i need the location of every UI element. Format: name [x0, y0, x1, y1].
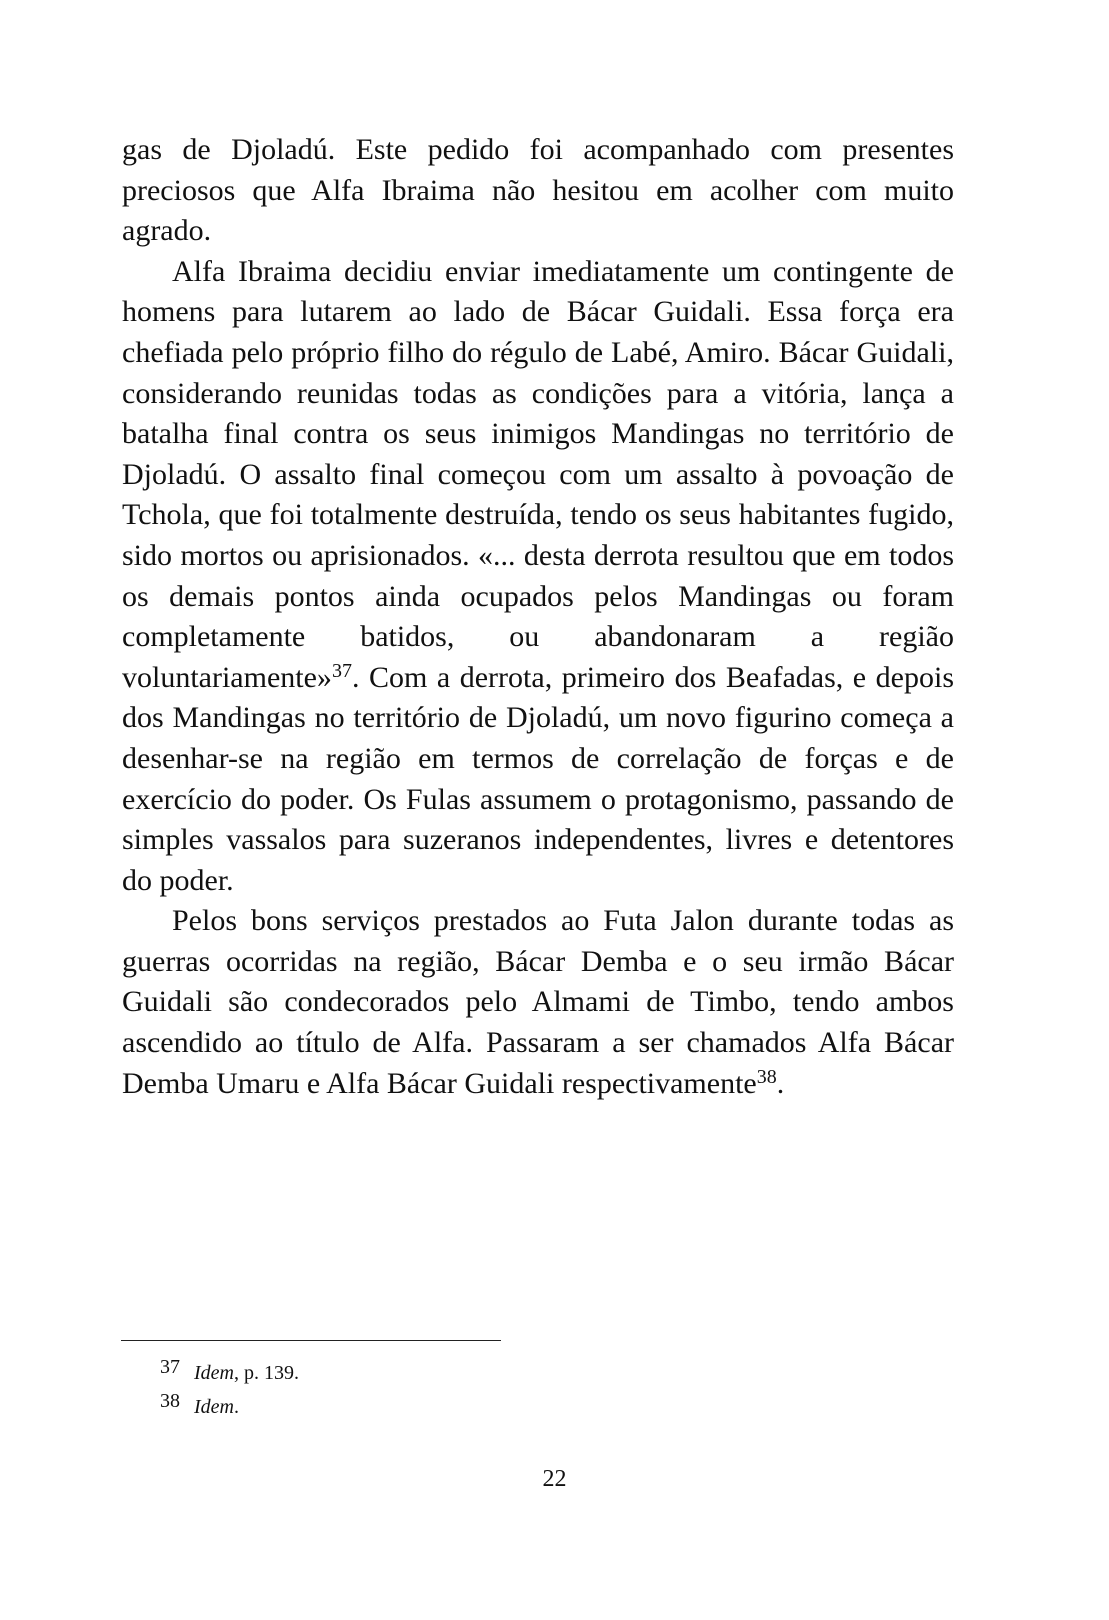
footnote-ref-37: 37 [331, 659, 352, 682]
footnote-source: Idem [194, 1396, 234, 1418]
paragraph-3-end: . [776, 1066, 785, 1100]
body-text [122, 130, 954, 1104]
footnote-38 [160, 1390, 299, 1424]
paragraph-3 [122, 901, 954, 1104]
paragraph-3-text: Pelos bons serviços prestados ao Futa Jalon durante todas as guerras ocorridas na região, Bácar Demba e o seu irmão Bácar Guidali são condecorados pelo Almami de Timbo, tendo ambos ascendido ao título de Alfa. Passaram a ser chamados Alfa Bácar Demba Umaru e Alfa Bácar Guidali respectivamente [122, 904, 954, 1100]
page-number: 22 [542, 1466, 567, 1492]
paragraph-2-text: Alfa Ibraima decidiu enviar imediatamente um contingente de homens para lutarem ao lado de Bácar Guidali. Essa força era chefiada pelo próprio filho do régulo de Labé, Amiro. Bácar Guidali, considerando reunidas todas as condições para a vitória, lança a batalha final contra os seus inimigos Mandingas no território de Djoladú. O assalto final começou com um assalto à povoação de Tchola, que foi totalmente destruída, tendo os seus habitantes fugido, sido mortos ou aprisionados. «... desta derrota resultou que em todos os demais pontos ainda ocupados pelos Mandingas ou foram completamente batidos, ou abandonaram a região voluntariamente» [122, 254, 954, 694]
footnotes [160, 1356, 299, 1424]
footnote-ref-38: 38 [756, 1065, 777, 1088]
footnote-detail: . [233, 1396, 239, 1418]
paragraph-1-text: gas de Djoladú. Este pedido foi acompanhado com presentes preciosos que Alfa Ibraima não hesitou em acolher com muito agrado. [122, 133, 954, 248]
footnote-separator [121, 1340, 501, 1341]
paragraph-1 [122, 130, 954, 252]
footnote-source: Idem [194, 1362, 234, 1384]
footnote-number: 37 [160, 1356, 180, 1378]
paragraph-2 [122, 252, 954, 902]
paragraph-2-text-continued: . Com a derrota, primeiro dos Beafadas, e depois dos Mandingas no território de Djoladú, um novo figurino começa a desenhar-se na região em termos de correlação de forças e de exercício do poder. Os Fulas assumem o protagonismo, passando de simples vassalos para suzeranos independentes, livres e detentores do poder. [122, 660, 954, 897]
footnote-number: 38 [160, 1390, 180, 1412]
footnote-detail: , p. 139. [233, 1362, 299, 1384]
